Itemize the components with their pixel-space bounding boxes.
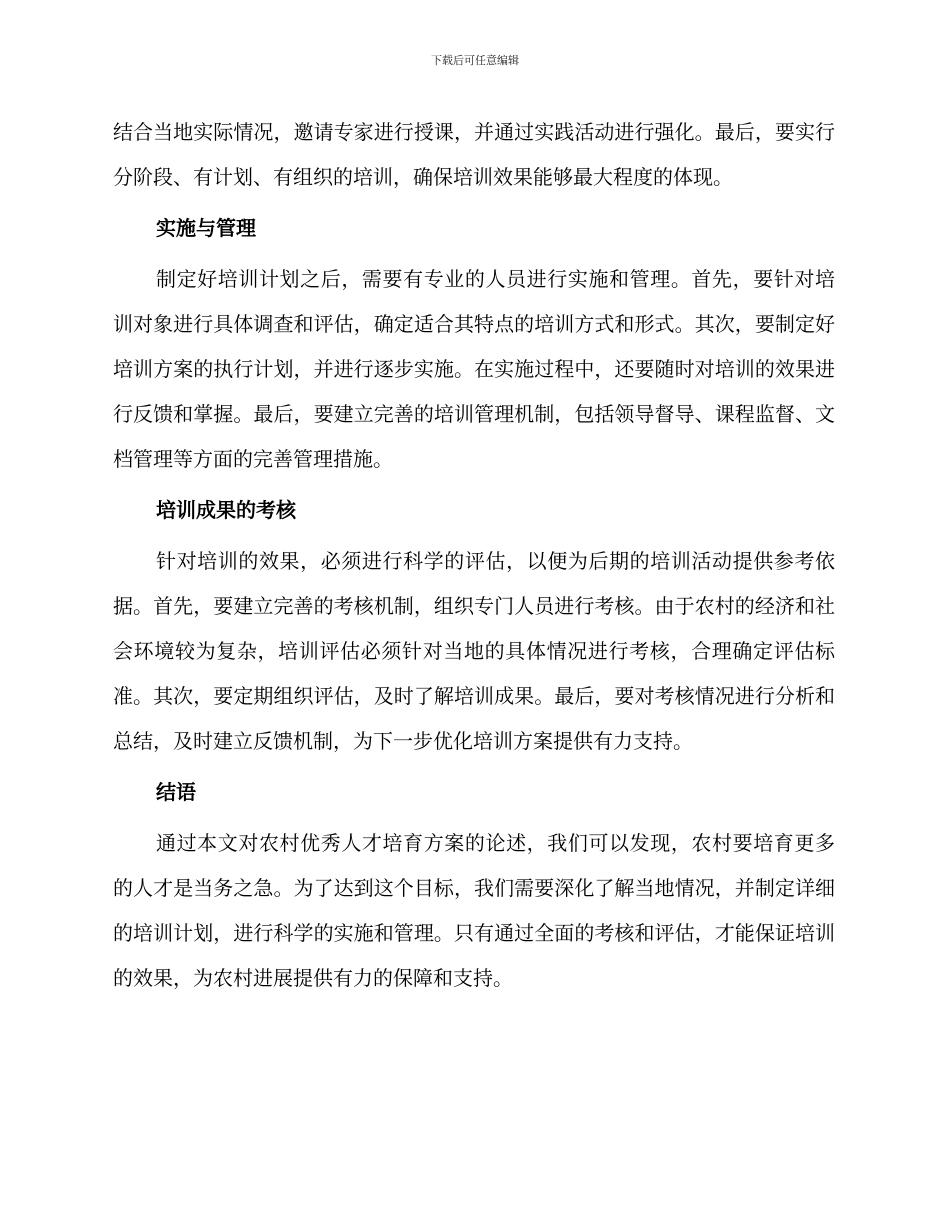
heading-conclusion: 结语 (156, 780, 196, 804)
paragraph-assessment: 针对培训的效果，必须进行科学的评估，以便为后期的培训活动提供参考依据。首先，要建立完善的考核机制，组织专门人员进行考核。由于农村的经济和社会环境较为复杂，培训评估必须针对当地的具体情况进行考核，合理确定评估标准。其次，要定期组织评估，及时了解培训成果。最后，要对考核情况进行分析和总结，及时建立反馈机制，为下一步优化培训方案提供有力支持。 (113, 549, 835, 753)
paragraph-conclusion: 通过本文对农村优秀人才培育方案的论述，我们可以发现，农村要培育更多的人才是当务之急。为了达到这个目标，我们需要深化了解当地情况，并制定详细的培训计划，进行科学的实施和管理。只有通过全面的考核和评估，才能保证培训的效果，为农村进展提供有力的保障和支持。 (113, 831, 835, 990)
document-body (113, 110, 835, 1001)
page-header: 下载后可任意编辑 (431, 54, 519, 67)
heading-assessment: 培训成果的考核 (156, 498, 296, 522)
paragraph-intro-continuation: 结合当地实际情况，邀请专家进行授课，并通过实践活动进行强化。最后，要实行分阶段、有计划、有组织的培训，确保培训效果能够最大程度的体现。 (113, 120, 835, 189)
heading-implementation: 实施与管理 (156, 216, 256, 240)
paragraph-implementation: 制定好培训计划之后，需要有专业的人员进行实施和管理。首先，要针对培训对象进行具体调查和评估，确定适合其特点的培训方式和形式。其次，要制定好培训方案的执行计划，并进行逐步实施。在实施过程中，还要随时对培训的效果进行反馈和掌握。最后，要建立完善的培训管理机制，包括领导督导、课程监督、文档管理等方面的完善管理措施。 (113, 267, 835, 471)
